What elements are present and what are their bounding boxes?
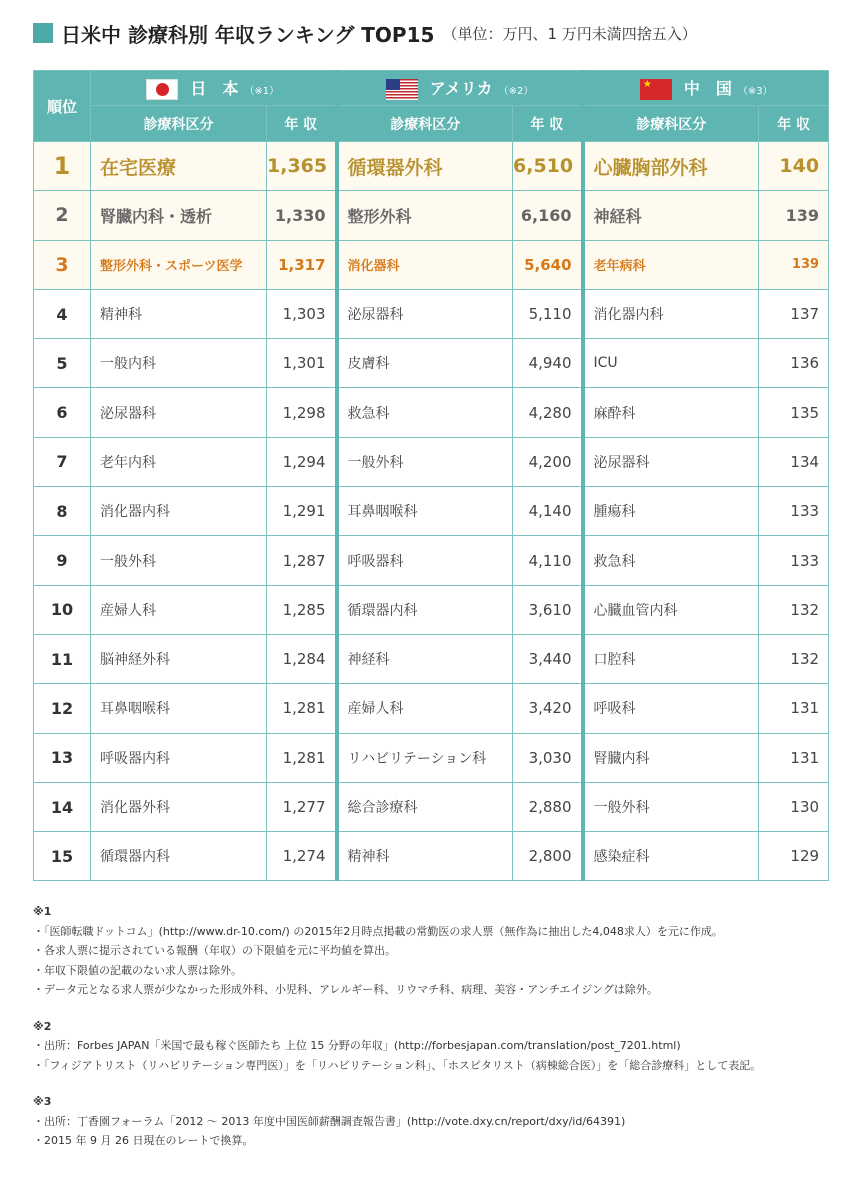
cn-dept-cell: 心臓胸部外科 xyxy=(583,142,759,191)
rank-cell: 15 xyxy=(34,832,91,881)
china-note: （※3） xyxy=(737,86,773,97)
cn-dept-cell: 心臓血管内科 xyxy=(583,585,759,634)
jp-income-cell: 1,285 xyxy=(267,585,337,634)
jp-income-cell: 1,274 xyxy=(267,832,337,881)
table-row xyxy=(34,240,829,289)
jp-income-cell: 1,294 xyxy=(267,437,337,486)
us-income-cell: 3,610 xyxy=(513,585,583,634)
china-label: 中 国 xyxy=(683,79,732,98)
note-2-line: ・「フィジアトリスト（リハビリテーション専門医）」を「リハビリテーション科」、「ホスピタリスト（病棟総合医）」を「総合診療科」として表記。 xyxy=(33,1058,762,1072)
table-row xyxy=(34,832,829,881)
jp-dept-cell: 産婦人科 xyxy=(91,585,267,634)
cn-dept-cell: 消化器内科 xyxy=(583,289,759,338)
cn-income-cell: 140 xyxy=(759,142,829,191)
jp-income-cell: 1,284 xyxy=(267,634,337,683)
cn-dept-cell: 泌尿器科 xyxy=(583,437,759,486)
japan-header xyxy=(91,71,337,106)
us-income-cell: 5,110 xyxy=(513,289,583,338)
japan-note: （※1） xyxy=(244,86,280,97)
cn-income-cell: 133 xyxy=(759,487,829,536)
us-income-cell: 2,880 xyxy=(513,782,583,831)
jp-income-cell: 1,317 xyxy=(267,240,337,289)
table-row xyxy=(34,289,829,338)
table-row xyxy=(34,437,829,486)
cn-income-cell: 137 xyxy=(759,289,829,338)
us-dept-cell: 泌尿器科 xyxy=(337,289,513,338)
us-dept-cell: 循環器外科 xyxy=(337,142,513,191)
us-dept-cell: リハビリテーション科 xyxy=(337,733,513,782)
cn-dept-cell: 老年病科 xyxy=(583,240,759,289)
us-income-cell: 2,800 xyxy=(513,832,583,881)
rank-cell: 6 xyxy=(34,388,91,437)
cn-dept-cell: 口腔科 xyxy=(583,634,759,683)
jp-dept-cell: 呼吸器内科 xyxy=(91,733,267,782)
jp-dept-cell: 老年内科 xyxy=(91,437,267,486)
us-dept-cell: 総合診療科 xyxy=(337,782,513,831)
jp-income-cell: 1,330 xyxy=(267,191,337,240)
us-income-cell: 4,280 xyxy=(513,388,583,437)
page-title: 日米中 診療科別 年収ランキング TOP15 xyxy=(61,22,435,47)
note-3-head: ※3 xyxy=(33,1095,52,1108)
rank-cell: 5 xyxy=(34,339,91,388)
jp-dept-cell: 泌尿器科 xyxy=(91,388,267,437)
rank-header: 順位 xyxy=(34,71,91,142)
cn-income-cell: 131 xyxy=(759,733,829,782)
rank-cell: 2 xyxy=(34,191,91,240)
cn-dept-cell: 感染症科 xyxy=(583,832,759,881)
table-row xyxy=(34,585,829,634)
japan-label: 日 本 xyxy=(190,79,239,98)
us-income-cell: 4,110 xyxy=(513,536,583,585)
rank-cell: 9 xyxy=(34,536,91,585)
jp-income-cell: 1,277 xyxy=(267,782,337,831)
jp-income-cell: 1,303 xyxy=(267,289,337,338)
cn-income-cell: 135 xyxy=(759,388,829,437)
table-row xyxy=(34,142,829,191)
note-1-head: ※1 xyxy=(33,905,52,918)
table-row xyxy=(34,782,829,831)
jp-dept-cell: 腎臓内科・透析 xyxy=(91,191,267,240)
jp-dept-cell: 精神科 xyxy=(91,289,267,338)
table-row xyxy=(34,388,829,437)
us-income-cell: 5,640 xyxy=(513,240,583,289)
ranking-table xyxy=(33,70,829,881)
china-header xyxy=(583,71,829,106)
cn-income-cell: 131 xyxy=(759,684,829,733)
china-flag-icon: ★ xyxy=(640,79,672,100)
note-1-line: ・データ元となる求人票が少なかった形成外科、小児科、アレルギー科、リウマチ科、病理、美容・アンチエイジングは除外。 xyxy=(33,983,658,996)
cn-income-cell: 133 xyxy=(759,536,829,585)
jp-income-header: 年 収 xyxy=(267,106,337,142)
us-dept-cell: 耳鼻咽喉科 xyxy=(337,487,513,536)
cn-income-cell: 134 xyxy=(759,437,829,486)
jp-income-cell: 1,291 xyxy=(267,487,337,536)
rank-cell: 7 xyxy=(34,437,91,486)
title-square-icon xyxy=(33,23,53,43)
us-dept-cell: 呼吸器科 xyxy=(337,536,513,585)
us-income-cell: 3,030 xyxy=(513,733,583,782)
jp-income-cell: 1,301 xyxy=(267,339,337,388)
usa-label: アメリカ xyxy=(429,79,493,98)
cn-dept-cell: 神経科 xyxy=(583,191,759,240)
us-income-cell: 6,160 xyxy=(513,191,583,240)
us-dept-cell: 皮膚科 xyxy=(337,339,513,388)
note-1-line: ・年収下限値の記載のない求人票は除外。 xyxy=(33,963,242,977)
jp-dept-cell: 消化器内科 xyxy=(91,487,267,536)
cn-dept-cell: 一般外科 xyxy=(583,782,759,831)
us-dept-cell: 整形外科 xyxy=(337,191,513,240)
jp-dept-header: 診療科区分 xyxy=(91,106,267,142)
cn-dept-cell: 腫瘍科 xyxy=(583,487,759,536)
jp-dept-cell: 消化器外科 xyxy=(91,782,267,831)
table-row xyxy=(34,536,829,585)
rank-cell: 11 xyxy=(34,634,91,683)
us-dept-cell: 一般外科 xyxy=(337,437,513,486)
us-income-cell: 4,200 xyxy=(513,437,583,486)
cn-income-cell: 132 xyxy=(759,585,829,634)
jp-income-cell: 1,365 xyxy=(267,142,337,191)
cn-dept-cell: 救急科 xyxy=(583,536,759,585)
note-3-line: ・2015 年 9 月 26 日現在のレートで換算。 xyxy=(33,1134,254,1147)
us-dept-cell: 神経科 xyxy=(337,634,513,683)
cn-income-cell: 139 xyxy=(759,191,829,240)
us-income-cell: 4,140 xyxy=(513,487,583,536)
jp-income-cell: 1,298 xyxy=(267,388,337,437)
us-income-cell: 3,420 xyxy=(513,684,583,733)
note-2-head: ※2 xyxy=(33,1019,52,1033)
cn-dept-cell: 腎臓内科 xyxy=(583,733,759,782)
us-dept-cell: 精神科 xyxy=(337,832,513,881)
us-dept-header: 診療科区分 xyxy=(337,106,513,142)
table-row xyxy=(34,487,829,536)
jp-dept-cell: 循環器内科 xyxy=(91,832,267,881)
note-1-line: ・「医師転職ドットコム」(http://www.dr-10.com/) の2015年2月時点掲載の常勤医の求人票（無作為に抽出した4,048求人）を元に作成。 xyxy=(33,924,723,938)
rank-cell: 8 xyxy=(34,487,91,536)
jp-dept-cell: 一般内科 xyxy=(91,339,267,388)
jp-dept-cell: 耳鼻咽喉科 xyxy=(91,684,267,733)
rank-cell: 12 xyxy=(34,684,91,733)
cn-income-cell: 136 xyxy=(759,339,829,388)
cn-dept-cell: 呼吸科 xyxy=(583,684,759,733)
jp-dept-cell: 一般外科 xyxy=(91,536,267,585)
jp-dept-cell: 在宅医療 xyxy=(91,142,267,191)
table-row xyxy=(34,684,829,733)
jp-income-cell: 1,287 xyxy=(267,536,337,585)
us-dept-cell: 消化器科 xyxy=(337,240,513,289)
cn-dept-cell: 麻酔科 xyxy=(583,388,759,437)
usa-flag-icon xyxy=(386,79,418,100)
footnotes xyxy=(33,902,833,1151)
table-row xyxy=(34,634,829,683)
us-dept-cell: 救急科 xyxy=(337,388,513,437)
cn-income-cell: 132 xyxy=(759,634,829,683)
unit-note: （単位：万円、1 万円未満四捨五入） xyxy=(442,24,697,43)
rank-cell: 3 xyxy=(34,240,91,289)
us-dept-cell: 産婦人科 xyxy=(337,684,513,733)
us-dept-cell: 循環器内科 xyxy=(337,585,513,634)
cn-income-cell: 129 xyxy=(759,832,829,881)
us-income-cell: 4,940 xyxy=(513,339,583,388)
rank-cell: 1 xyxy=(34,142,91,191)
jp-dept-cell: 脳神経外科 xyxy=(91,634,267,683)
us-income-cell: 3,440 xyxy=(513,634,583,683)
rank-cell: 10 xyxy=(34,585,91,634)
rank-cell: 14 xyxy=(34,782,91,831)
note-1-line: ・各求人票に提示されている報酬（年収）の下限値を元に平均値を算出。 xyxy=(33,944,396,957)
jp-income-cell: 1,281 xyxy=(267,684,337,733)
rank-cell: 13 xyxy=(34,733,91,782)
page-title-bar xyxy=(33,18,697,48)
cn-dept-header: 診療科区分 xyxy=(583,106,759,142)
jp-income-cell: 1,281 xyxy=(267,733,337,782)
cn-income-header: 年 収 xyxy=(759,106,829,142)
cn-income-cell: 130 xyxy=(759,782,829,831)
table-row xyxy=(34,733,829,782)
cn-income-cell: 139 xyxy=(759,240,829,289)
jp-dept-cell: 整形外科・スポーツ医学 xyxy=(91,240,267,289)
usa-header xyxy=(337,71,583,106)
table-row xyxy=(34,191,829,240)
note-2-line: ・出所：Forbes JAPAN「米国で最も稼ぐ医師たち 上位 15 分野の年収」(http://forbesjapan.com/translation/post_7201.html) xyxy=(33,1039,681,1052)
note-3-line: ・出所：丁香園フォーラム「2012 〜 2013 年度中国医師薪酬調査報告書」(http://vote.dxy.cn/report/dxy/id/64391) xyxy=(33,1114,626,1128)
cn-dept-cell: ICU xyxy=(583,339,759,388)
usa-note: （※2） xyxy=(498,86,534,97)
table-row xyxy=(34,339,829,388)
us-income-cell: 6,510 xyxy=(513,142,583,191)
rank-cell: 4 xyxy=(34,289,91,338)
us-income-header: 年 収 xyxy=(513,106,583,142)
japan-flag-icon xyxy=(146,79,178,100)
